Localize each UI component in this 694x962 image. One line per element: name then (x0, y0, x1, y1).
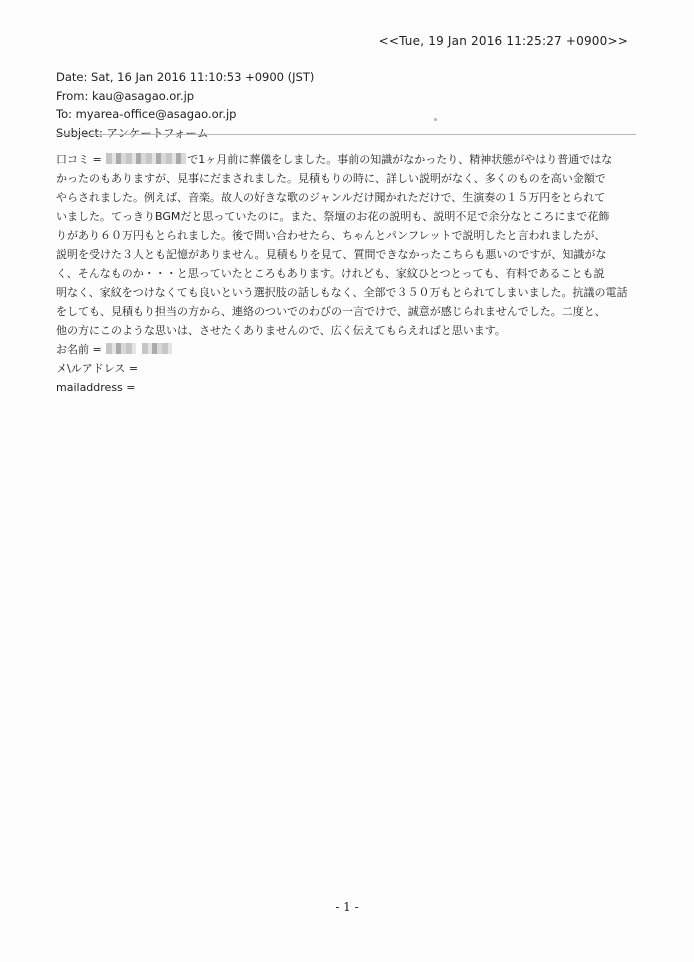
comment-text: で1ヶ月前に葬儀をしました。事前の知識がなかったり、精神状態がやはり普通ではな (187, 153, 613, 166)
header-to: To: myarea-office@asagao.or.jp (56, 107, 237, 121)
header-date: Date: Sat, 16 Jan 2016 11:10:53 +0900 (JST) (56, 70, 315, 84)
comment-line: かったのもありますが、見事にだまされました。見積もりの時に、詳しい説明がなく、多くのものを高い金額で (56, 172, 606, 185)
comment-line: 他の方にこのような思いは、させたくありませんので、広く伝えてもらえればと思います。 (56, 324, 506, 337)
name-line (56, 340, 646, 359)
comment-line: いました。てっきりBGMだと思っていたのに。また、祭壇のお花の説明も、説明不足で余分なところにまで花飾 (56, 210, 610, 223)
comment-line: をしても、見積もり担当の方から、連絡のついでのわびの一言でけで、誠意が感じられませんでした。二度と、 (56, 305, 606, 318)
name-label: お名前 = (56, 343, 106, 356)
scan-speck (434, 118, 437, 121)
redacted-block (106, 153, 186, 164)
comment-line: りがあり６０万円もとられました。後で問い合わせたら、ちゃんとパンフレットで説明したと言われましたが、 (56, 229, 606, 242)
header-subject: Subject: アンケートフォーム (56, 125, 209, 140)
email-body (56, 150, 646, 397)
page-number: - 1 - (335, 900, 359, 914)
comment-line: やらされました。例えば、音楽。故人の好きな歌のジャンルだけ聞かれただけで、生演奏の１５万円をとられて (56, 191, 606, 204)
email-headers (56, 68, 314, 142)
email-label-en: mailaddress = (56, 381, 136, 394)
redacted-block (142, 343, 172, 354)
comment-line: 明なく、家紋をつけなくても良いという選択肢の話しもなく、全部で３５０万もとられてしまいました。抗議の電話 (56, 286, 628, 299)
print-date: <<Tue, 19 Jan 2016 11:25:27 +0900>> (378, 34, 628, 48)
header-divider (56, 134, 636, 135)
header-from: From: kau@asagao.or.jp (56, 88, 195, 103)
redacted-block (106, 343, 136, 354)
comment-line: 説明を受けた３人とも記憶がありません。見積もりを見て、質問できなかったこちらも悪いのですが、知識がな (56, 248, 607, 261)
comment-label: 口コミ = (56, 153, 106, 166)
comment-line (56, 150, 646, 169)
email-label-ja: メ\ルアドレス = (56, 362, 139, 375)
comment-line: く、そんなものか・・・と思っていたところもあります。けれども、家紋ひとつとっても、有料であることも説 (56, 267, 605, 280)
